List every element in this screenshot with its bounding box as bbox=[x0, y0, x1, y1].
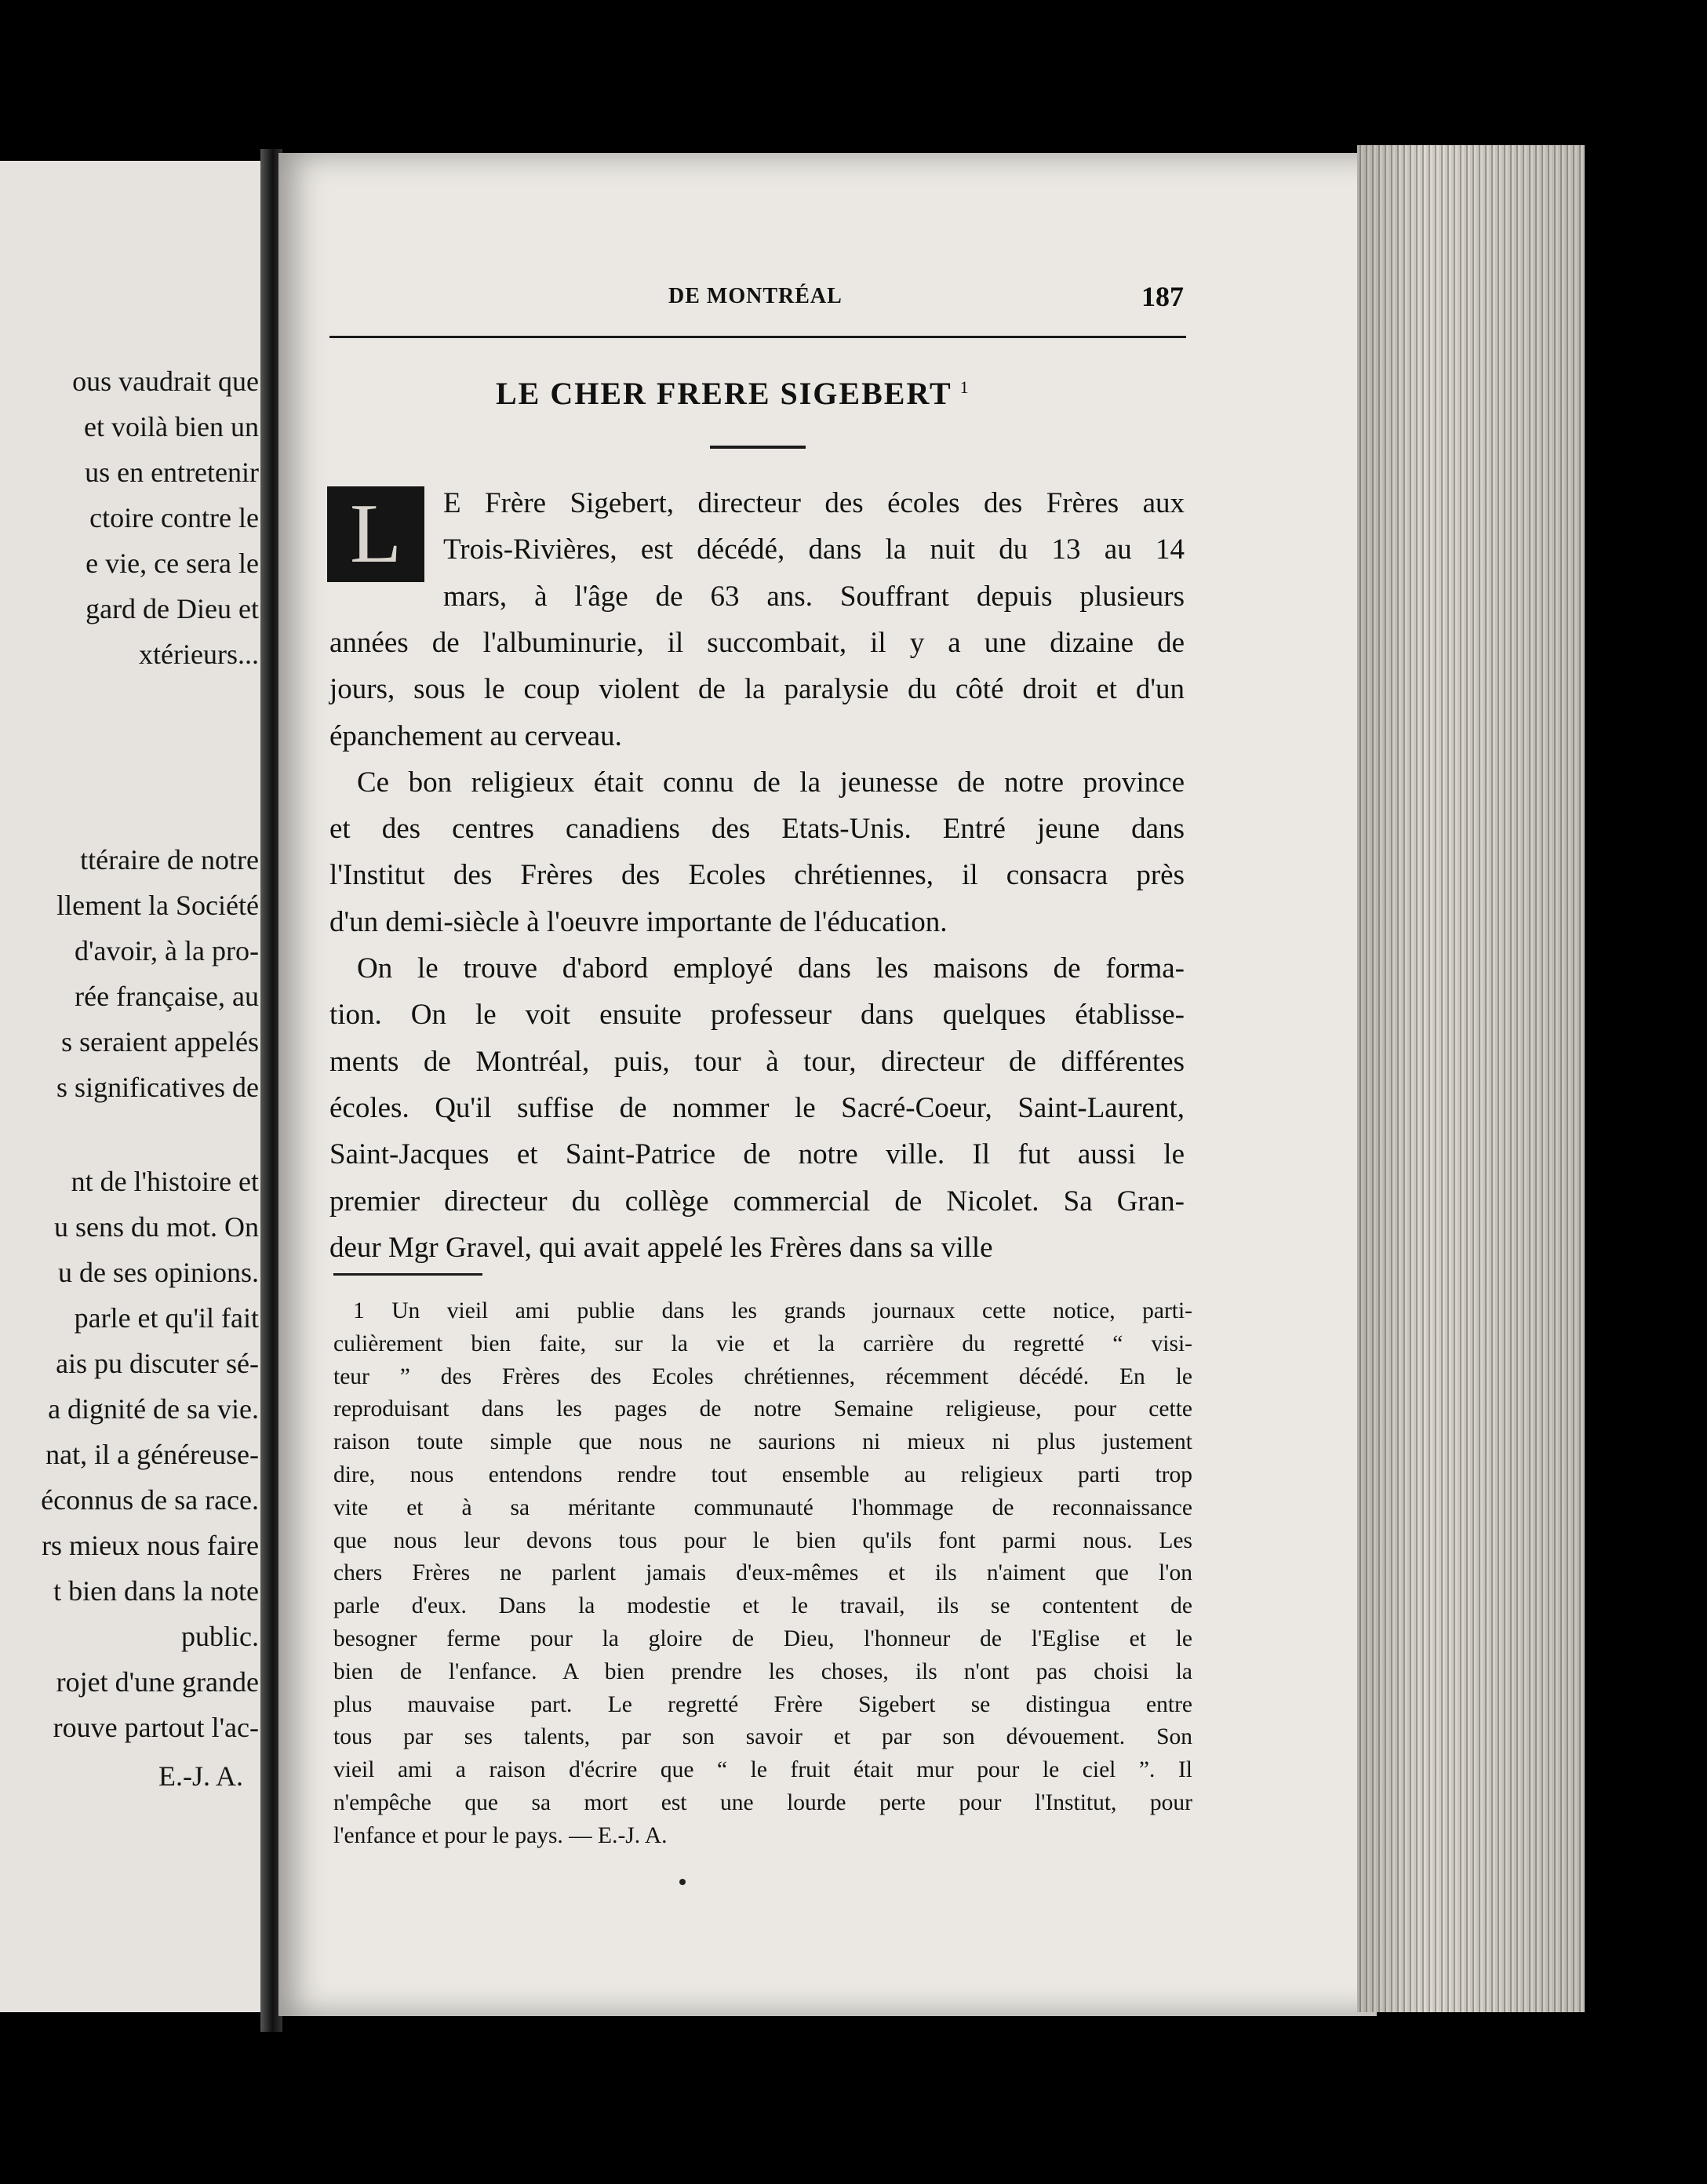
left-page-line: nat, il a généreuse- bbox=[45, 1439, 259, 1470]
left-page-line: d'avoir, à la pro- bbox=[75, 935, 259, 966]
left-page-line: ctoire contre le bbox=[89, 502, 259, 533]
footnote-line: que nous leur devons tous pour le bien qu'ils font parmi nous. Les bbox=[333, 1527, 1192, 1553]
page-number: 187 bbox=[1141, 281, 1184, 312]
left-page-line: ais pu discuter sé- bbox=[56, 1348, 259, 1379]
footnote-marker: 1 bbox=[959, 377, 970, 397]
left-page-line: rée française, au bbox=[75, 981, 259, 1012]
left-page-line: public. bbox=[181, 1621, 259, 1652]
footnote-line: teur ” des Frères des Ecoles chrétiennes, récemment décédé. En le bbox=[333, 1363, 1192, 1389]
left-page-line: t bien dans la note bbox=[53, 1575, 259, 1607]
footnote-line: parle d'eux. Dans la modestie et le travail, ils se contentent de bbox=[333, 1593, 1192, 1619]
left-page-line: ous vaudrait que bbox=[72, 366, 259, 397]
footnote-line: l'enfance et pour le pays. — E.-J. A. bbox=[333, 1822, 668, 1848]
footnote-rule bbox=[333, 1273, 482, 1276]
footnote-line: vite et à sa méritante communauté l'hommage de reconnaissance bbox=[333, 1494, 1192, 1520]
article-line: ments de Montréal, puis, tour à tour, directeur de différentes bbox=[329, 1045, 1185, 1078]
page-edges-shade bbox=[1357, 145, 1585, 2012]
article-line: On le trouve d'abord employé dans les maisons de forma- bbox=[357, 952, 1185, 985]
footnote-line: vieil ami a raison d'écrire que “ le fruit était mur pour le ciel ”. Il bbox=[333, 1757, 1192, 1783]
footnote-line: chers Frères ne parlent jamais d'eux-mêmes et ils n'aiment que l'on bbox=[333, 1560, 1192, 1586]
footnote-line: culièrement bien faite, sur la vie et la carrière du regretté “ visi- bbox=[333, 1330, 1192, 1356]
left-page-line: éconnus de sa race. bbox=[41, 1484, 259, 1516]
article-line: années de l'albuminurie, il succombait, il y a une dizaine de bbox=[329, 626, 1185, 659]
article-line: écoles. Qu'il suffise de nommer le Sacré-Coeur, Saint-Laurent, bbox=[329, 1091, 1185, 1124]
footnote-line: 1 Un vieil ami publie dans les grands journaux cette notice, parti- bbox=[353, 1298, 1192, 1323]
article-title bbox=[496, 375, 970, 412]
footnote-line: reproduisant dans les pages de notre Semaine religieuse, pour cette bbox=[333, 1396, 1192, 1422]
article-line: Saint-Jacques et Saint-Patrice de notre ville. Il fut aussi le bbox=[329, 1138, 1185, 1171]
footnote-line: bien de l'enfance. A bien prendre les choses, ils n'ont pas choisi la bbox=[333, 1658, 1192, 1684]
footnote-line: n'empêche que sa mort est une lourde perte pour l'Institut, pour bbox=[333, 1790, 1192, 1815]
left-page-line: nt de l'histoire et bbox=[71, 1166, 259, 1197]
footnote-line: plus mauvaise part. Le regretté Frère Sigebert se distingua entre bbox=[333, 1691, 1192, 1717]
article-line: deur Mgr Gravel, qui avait appelé les Frères dans sa ville bbox=[329, 1231, 993, 1264]
article-line: Trois-Rivières, est décédé, dans la nuit du 13 au 14 bbox=[443, 533, 1185, 566]
article-line: l'Institut des Frères des Ecoles chrétiennes, il consacra près bbox=[329, 859, 1185, 892]
running-head: DE MONTRÉAL bbox=[668, 284, 843, 308]
left-page-line: ttéraire de notre bbox=[80, 844, 259, 875]
ink-speck bbox=[679, 1879, 686, 1885]
left-page-line: us en entretenir bbox=[85, 457, 259, 488]
left-page-line: rouve partout l'ac- bbox=[53, 1712, 259, 1743]
footnote-line: raison toute simple que nous ne saurions ni mieux ni plus justement bbox=[333, 1429, 1192, 1455]
left-page-line: parle et qu'il fait bbox=[74, 1302, 259, 1334]
left-page-line: E.-J. A. bbox=[158, 1760, 243, 1792]
left-page-line: rs mieux nous faire bbox=[42, 1530, 259, 1561]
article-line: E Frère Sigebert, directeur des écoles des Frères aux bbox=[443, 487, 1185, 519]
article-line: tion. On le voit ensuite professeur dans quelques établisse- bbox=[329, 999, 1185, 1032]
title-rule bbox=[710, 446, 806, 449]
article-line: jours, sous le coup violent de la paralysie du côté droit et d'un bbox=[329, 673, 1185, 706]
footnote-line: tous par ses talents, par son savoir et par son dévouement. Son bbox=[333, 1724, 1192, 1750]
left-page-line: gard de Dieu et bbox=[86, 593, 259, 624]
article-title-text: LE CHER FRERE SIGEBERT bbox=[496, 376, 952, 411]
header-rule bbox=[329, 336, 1186, 338]
drop-cap bbox=[327, 486, 424, 582]
article-line: épanchement au cerveau. bbox=[329, 719, 622, 752]
left-page-line: et voilà bien un bbox=[84, 411, 259, 442]
article-line: mars, à l'âge de 63 ans. Souffrant depuis plusieurs bbox=[443, 580, 1185, 613]
left-page-line: e vie, ce sera le bbox=[86, 548, 259, 579]
article-line: et des centres canadiens des Etats-Unis. Entré jeune dans bbox=[329, 813, 1185, 846]
article-line: d'un demi-siècle à l'oeuvre importante de l'éducation. bbox=[329, 905, 948, 938]
left-page-line: s seraient appelés bbox=[61, 1026, 259, 1057]
footnote-line: dire, nous entendons rendre tout ensemble au religieux parti trop bbox=[333, 1462, 1192, 1487]
left-page-line: rojet d'une grande bbox=[56, 1666, 259, 1698]
article-line: premier directeur du collège commercial de Nicolet. Sa Gran- bbox=[329, 1185, 1185, 1218]
left-page-line: a dignité de sa vie. bbox=[48, 1393, 259, 1425]
left-page-line: u de ses opinions. bbox=[58, 1257, 259, 1288]
left-page-line: xtérieurs... bbox=[139, 639, 259, 670]
left-page-line: s significatives de bbox=[56, 1072, 259, 1103]
drop-cap-letter: L bbox=[350, 487, 402, 581]
left-page-line: llement la Société bbox=[56, 890, 259, 921]
article-line: Ce bon religieux était connu de la jeunesse de notre province bbox=[357, 766, 1185, 799]
footnote-line: besogner ferme pour la gloire de Dieu, l'honneur de l'Eglise et le bbox=[333, 1626, 1192, 1651]
left-page-line: u sens du mot. On bbox=[54, 1211, 259, 1243]
